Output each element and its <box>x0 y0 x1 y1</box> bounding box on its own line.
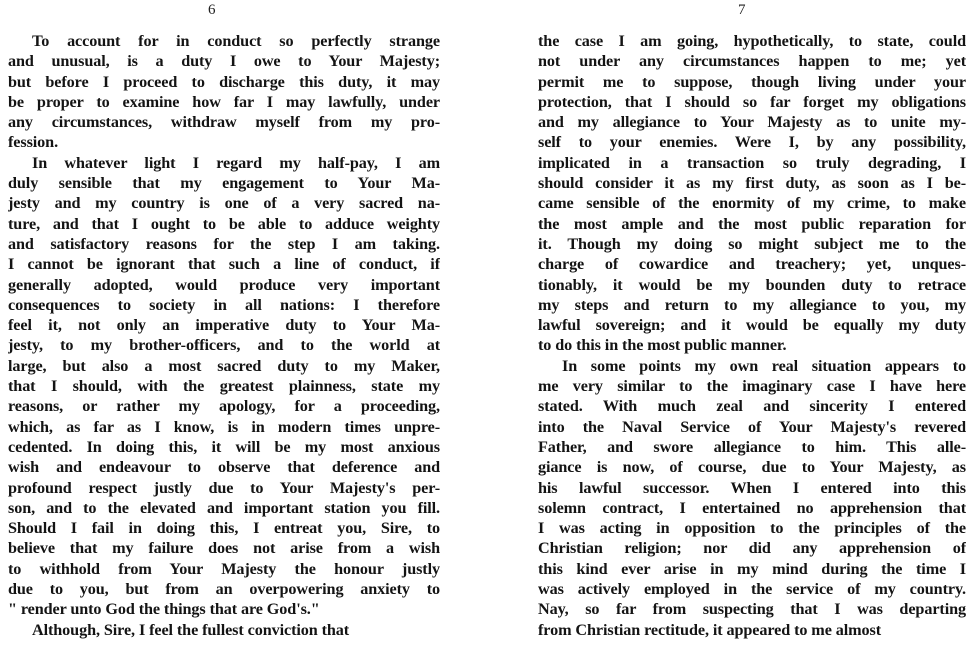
text-line: believe that my failure does not arise from a wish <box>8 539 440 558</box>
text-line: In some points my own real situation appears to <box>562 356 966 375</box>
text-line: to withhold from Your Majesty the honour justly <box>8 559 440 578</box>
page-text <box>538 31 966 640</box>
text-line: from Christian rectitude, it appeared to me almost <box>538 620 881 639</box>
page-number: 6 <box>208 2 216 18</box>
text-line: was actively employed in the service of my country. <box>538 580 966 599</box>
text-line: should consider it as my first duty, as soon as I be- <box>538 174 966 193</box>
text-line: but before I proceed to discharge this duty, it may <box>8 72 440 91</box>
text-line: any circumstances, withdraw myself from my pro- <box>8 113 440 132</box>
page-text <box>8 31 440 640</box>
text-line: stated. With much zeal and sincerity I entered <box>538 397 966 416</box>
text-line: and unusual, is a duty I owe to Your Majesty; <box>8 52 440 71</box>
text-line: Nay, so far from suspecting that I was departing <box>538 600 966 619</box>
text-line: it. Though my doing so might subject me to the <box>538 234 966 253</box>
text-line: tionably, it would be my bounden duty to retrace <box>538 275 966 294</box>
text-line: feel it, not only an imperative duty to Your Ma- <box>8 316 440 335</box>
text-line: his lawful successor. When I entered into this <box>538 478 966 497</box>
text-line: self to your enemies. Were I, by any possibility, <box>538 133 966 152</box>
text-line: lawful sovereign; and it would be equally my duty <box>538 316 966 335</box>
text-line: Although, Sire, I feel the fullest conviction that <box>32 620 350 639</box>
text-line: be proper to examine how far I may lawfully, under <box>8 92 440 111</box>
text-line: and satisfactory reasons for the step I am taking. <box>8 234 440 253</box>
text-line: protection, that I should so far forget my obligations <box>538 92 966 111</box>
text-line: consequences to society in all nations: I therefore <box>8 295 440 314</box>
text-line: the case I am going, hypothetically, to state, could <box>538 32 966 50</box>
text-line: Father, and swore allegiance to him. This alle- <box>538 437 966 456</box>
text-line: large, but also a most sacred duty to my Maker, <box>8 356 440 375</box>
text-line: that I should, with the greatest plainness, state my <box>8 377 440 396</box>
text-line: wish and endeavour to observe that deference and <box>8 458 440 477</box>
text-line: solemn contract, I entertained no apprehension that <box>538 498 966 517</box>
text-line: jesty and my country is one of a very sacred na- <box>8 194 440 213</box>
text-line: I cannot be ignorant that such a line of conduct, if <box>8 255 440 274</box>
text-line: to do this in the most public manner. <box>538 336 787 355</box>
right-page <box>490 0 980 658</box>
text-line: In whatever light I regard my half-pay, I am <box>32 153 440 172</box>
text-line: implicated in a transaction so truly degrading, I <box>538 153 966 172</box>
text-line: permit me to suppose, though living under your <box>538 72 966 91</box>
text-line: my steps and return to my allegiance to you, my <box>538 295 966 314</box>
text-line: giance is now, of course, due to Your Majesty, as <box>538 458 966 477</box>
text-line: the most ample and the most public reparation for <box>538 214 966 233</box>
text-line: me very similar to the imaginary case I have here <box>538 377 966 396</box>
text-line: not under any circumstances happen to me; yet <box>538 52 966 71</box>
text-line: To account for in conduct so perfectly strange <box>32 32 440 50</box>
text-line: I was acting in opposition to the principles of the <box>538 519 966 538</box>
text-line: " render unto God the things that are God's." <box>8 600 320 619</box>
text-line: profound respect justly due to Your Majesty's per- <box>8 478 440 497</box>
text-line: charge of cowardice and treachery; yet, unques- <box>538 255 966 274</box>
text-line: ture, and that I ought to be able to adduce weighty <box>8 214 440 233</box>
text-line: Christian religion; nor did any apprehension of <box>538 539 966 558</box>
text-line: which, as far as I know, is in modern times unpre- <box>8 417 440 436</box>
text-line: jesty, to my brother-officers, and to the world at <box>8 336 440 355</box>
text-line: into the Naval Service of Your Majesty's revered <box>538 417 966 436</box>
text-line: Should I fail in doing this, I entreat you, Sire, to <box>8 519 440 538</box>
text-line: this kind ever arise in my mind during the time I <box>538 559 966 578</box>
text-line: generally adopted, would produce very important <box>8 275 440 294</box>
text-line: came sensible of the enormity of my crime, to make <box>538 194 966 213</box>
text-line: cedented. In doing this, it will be my most anxious <box>8 437 440 456</box>
text-line: son, and to the elevated and important station you fill. <box>8 498 440 517</box>
text-line: reasons, or rather my apology, for a proceeding, <box>8 397 440 416</box>
page-number: 7 <box>738 2 746 18</box>
text-line: duly sensible that my engagement to Your Ma- <box>8 174 440 193</box>
text-line: due to you, but from an overpowering anxiety to <box>8 580 440 599</box>
text-line: fession. <box>8 133 59 152</box>
text-line: and my allegiance to Your Majesty as to unite my- <box>538 113 966 132</box>
